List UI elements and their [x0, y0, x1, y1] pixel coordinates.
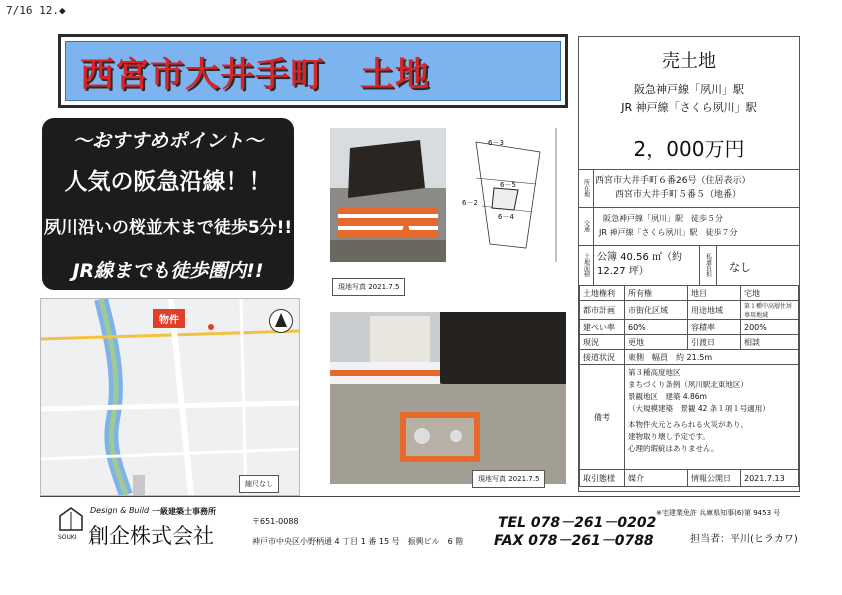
mode-value: 媒介 [625, 470, 688, 487]
transport-label: 交通 [579, 207, 594, 246]
company-name: 創企株式会社 [88, 524, 214, 548]
site-photo-bottom [330, 312, 566, 484]
table-cell: 60% [625, 320, 688, 335]
property-marker: 物件 [153, 309, 185, 328]
table-row [580, 470, 799, 487]
table-cell: 引渡日 [688, 335, 741, 350]
table-cell: 宅地 [741, 286, 799, 301]
remark-line: まちづくり条例（夙川駅北東地区） [628, 380, 748, 389]
table-cell: 現況 [580, 335, 625, 350]
property-table [579, 285, 799, 487]
address-1: 西宮市大井手町６番26号（住居表示） [595, 176, 751, 186]
table-cell: 所有権 [625, 286, 688, 301]
date-label: 情報公開日 [688, 470, 741, 487]
area-label: 土地面積 [579, 245, 594, 285]
station-2: JR 神戸線「さくら夙川」駅 [621, 101, 757, 114]
points-heading: ～おすすめポイント～ [72, 130, 264, 152]
logo-sub: SOUKI [58, 534, 77, 541]
road-label: 接道状況 [580, 350, 625, 365]
table-cell: 用途地域 [688, 301, 741, 320]
remark-line: 心理的瑕疵はありません。 [628, 444, 719, 453]
remark-line: （大規模建築 景観 42 条１項１号適用） [628, 404, 770, 413]
company-tel: TEL 078－261－0202 [498, 515, 657, 531]
divider [579, 207, 799, 208]
company-fax: FAX 078－261－0788 [494, 533, 654, 549]
table-cell: 建ぺい率 [580, 320, 625, 335]
footer-divider [40, 496, 800, 497]
table-row [580, 301, 799, 320]
sale-summary [579, 37, 799, 170]
header-tag: 7/16 12.◆ [6, 4, 66, 17]
table-row [580, 320, 799, 335]
station-1: 阪急神戸線「夙川」駅 [634, 83, 744, 96]
table-cell: 市街化区域 [625, 301, 688, 320]
plot-label-4: 6－2 [462, 199, 478, 207]
address-2: 西宮市大井手町５番５（地番） [615, 190, 742, 200]
price: 2，000万円 [633, 137, 745, 161]
sale-type: 売土地 [662, 51, 716, 72]
setback-value: なし [729, 261, 751, 274]
company-logo [58, 506, 84, 536]
plot-label-1: 6－3 [488, 139, 504, 147]
remarks-label: 備考 [580, 365, 625, 470]
page-title: 西宮市大井手町 土地 [80, 54, 430, 95]
setback-label: 私道負担 [699, 245, 717, 285]
table-cell: 都市計画 [580, 301, 625, 320]
point-3: JR線までも徒歩圏内!! [72, 260, 264, 282]
title-banner [58, 34, 568, 108]
table-cell: 第１種中高層住居専用地域 [741, 301, 799, 320]
map-drawing [41, 299, 299, 495]
table-row [580, 286, 799, 301]
table-cell: 土地権利 [580, 286, 625, 301]
contact-person: 担当者：平川(ヒラカワ) [690, 534, 798, 545]
table-cell: 200% [741, 320, 799, 335]
map-scale-note: 縮尺なし [239, 475, 279, 493]
plot-diagram [456, 128, 574, 262]
table-row [580, 365, 799, 470]
point-2: 夙川沿いの桜並木まで徒歩5分!! [43, 218, 293, 238]
north-icon [269, 309, 293, 333]
photo-caption-1: 現地写真 2021.7.5 [332, 278, 405, 296]
site-photo-top [330, 128, 446, 262]
license: 一級建築士事務所 [152, 507, 216, 516]
remark-line: 本物件火元とみられる火災があり、 [628, 420, 748, 429]
point-1: 人気の阪急沿線！！ [64, 169, 272, 195]
table-cell: 容積率 [688, 320, 741, 335]
info-panel [578, 36, 800, 492]
remark-line: 景観地区 建築 4.86m [628, 392, 707, 401]
table-row [580, 335, 799, 350]
land-area: 公簿 40.56 ㎡（約 12.27 坪） [597, 252, 682, 277]
company-zip: 〒651-0088 [252, 517, 299, 526]
transport-2: JR 神戸線「さくら夙川」駅 徒歩７分 [599, 228, 738, 237]
table-cell: 地目 [688, 286, 741, 301]
table-cell: 更地 [625, 335, 688, 350]
title-background [65, 41, 561, 101]
mode-label: 取引態様 [580, 470, 625, 487]
photo-caption-2: 現地写真 2021.7.5 [472, 470, 545, 488]
company-address: 神戸市中央区小野柄通 4 丁目 1 番 15 号 振興ビル 6 階 [252, 537, 464, 546]
plot-label-3: 6－4 [498, 213, 514, 221]
remark-line: 第３種高度地区 [628, 368, 681, 377]
plot-label-2: 6－5 [500, 181, 516, 189]
recommendation-box [42, 118, 294, 290]
divider [579, 245, 799, 246]
remark-line: 建物取り壊し予定です。 [628, 432, 710, 441]
address-label: 所在地 [579, 169, 594, 208]
location-map [40, 298, 300, 496]
table-cell: 相談 [741, 335, 799, 350]
road-value: 東側 幅員 約 21.5m [625, 350, 799, 365]
logo-line: Design & Build [90, 506, 150, 515]
date-value: 2021.7.13 [741, 470, 799, 487]
table-row [580, 350, 799, 365]
transport-1: 阪急神戸線「夙川」駅 徒歩５分 [603, 214, 723, 223]
remarks [625, 365, 799, 470]
license-number: ※宅建業免許 兵庫県知事(6)第 9453 号 [656, 509, 781, 517]
